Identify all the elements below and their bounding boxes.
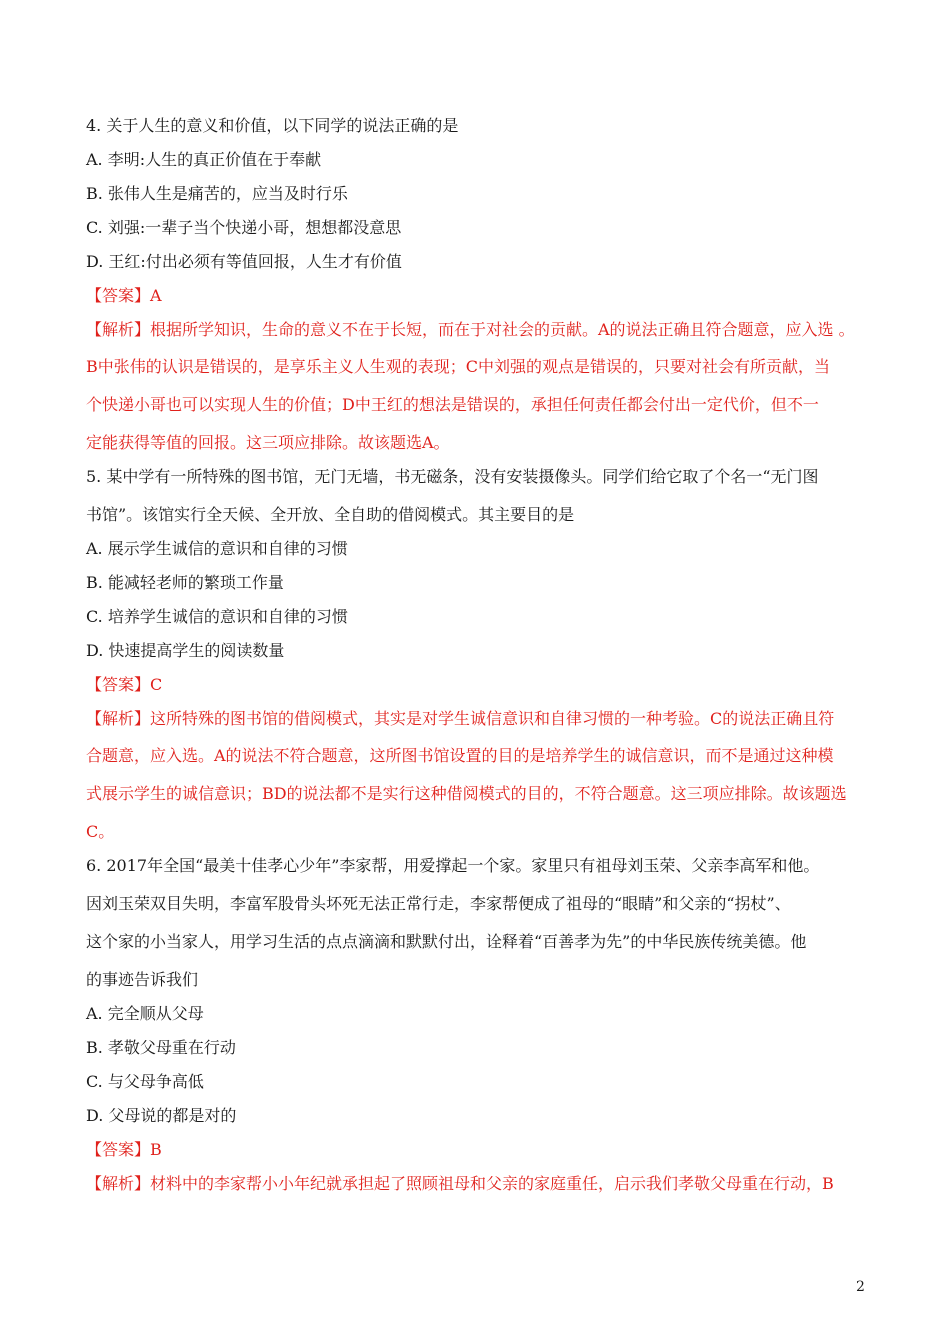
question-4-analysis-line: 个快递小哥也可以实现人生的价值；D中王红的想法是错误的，承担任何责任都会付出一定代价，但不一	[86, 395, 819, 414]
question-6-stem-line: 这个家的小当家人，用学习生活的点点滴滴和默默付出，诠释着“百善孝为先”的中华民族传统美德。他	[86, 932, 807, 951]
question-5-analysis-line: C。	[86, 822, 115, 841]
question-4-option-a: A. 李明:人生的真正价值在于奉献	[86, 150, 322, 169]
question-5-analysis-line: 式展示学生的诚信意识；BD的说法都不是实行这种借阅模式的目的，不符合题意。这三项应排除。故该题选	[86, 784, 847, 803]
question-6-stem-line: 的事迹告诉我们	[86, 970, 199, 989]
question-4-analysis-line: B中张伟的认识是错误的，是享乐主义人生观的表现；C中刘强的观点是错误的，只要对社会有所贡献，当	[86, 357, 831, 376]
page-number: 2	[856, 1279, 865, 1295]
question-6-option-d: D. 父母说的都是对的	[86, 1106, 237, 1125]
question-4-option-d: D. 王红:付出必须有等值回报，人生才有价值	[86, 252, 402, 271]
question-5-option-b: B. 能减轻老师的繁琐工作量	[86, 573, 284, 592]
question-6-option-c: C. 与父母争高低	[86, 1072, 204, 1091]
question-4-analysis-line: 【解析】根据所学知识，生命的意义不在于长短，而在于对社会的贡献。A的说法正确且符合题意，应入选 。	[86, 320, 855, 339]
question-5-analysis-line: 【解析】这所特殊的图书馆的借阅模式，其实是对学生诚信意识和自律习惯的一种考验。C的说法正确且符	[86, 709, 835, 728]
question-6-analysis-line: 【解析】材料中的李家帮小小年纪就承担起了照顾祖母和父亲的家庭重任，启示我们孝敬父母重在行动，B	[86, 1174, 834, 1193]
question-4-answer: 【答案】A	[86, 286, 162, 305]
question-5-stem-line: 书馆”。该馆实行全天候、全开放、全自助的借阅模式。其主要目的是	[86, 505, 575, 524]
question-5-option-d: D. 快速提高学生的阅读数量	[86, 641, 285, 660]
question-6-stem-line: 6. 2017年全国“最美十佳孝心少年”李家帮，用爱撑起一个家。家里只有祖母刘玉荣、父亲李高军和他。	[86, 856, 820, 875]
question-6-option-b: B. 孝敬父母重在行动	[86, 1038, 236, 1057]
question-6-answer: 【答案】B	[86, 1140, 162, 1159]
question-5-stem-line: 5. 某中学有一所特殊的图书馆，无门无墙，书无磁条，没有安装摄像头。同学们给它取了个名一“无门图	[86, 467, 819, 486]
question-5-option-a: A. 展示学生诚信的意识和自律的习惯	[86, 539, 348, 558]
question-6-option-a: A. 完全顺从父母	[86, 1004, 204, 1023]
question-5-answer: 【答案】C	[86, 675, 163, 694]
question-5-analysis-line: 合题意，应入选。A的说法不符合题意，这所图书馆设置的目的是培养学生的诚信意识，而不是通过这种模	[86, 746, 834, 765]
question-4-analysis-line: 定能获得等值的回报。这三项应排除。故该题选A。	[86, 433, 450, 452]
question-6-stem-line: 因刘玉荣双目失明，李富军股骨头坏死无法正常行走，李家帮便成了祖母的“眼睛”和父亲的“拐杖”、	[86, 894, 791, 913]
question-4-stem: 4. 关于人生的意义和价值，以下同学的说法正确的是	[86, 116, 459, 135]
question-4-option-c: C. 刘强:一辈子当个快递小哥，想想都没意思	[86, 218, 402, 237]
question-5-option-c: C. 培养学生诚信的意识和自律的习惯	[86, 607, 348, 626]
question-4-option-b: B. 张伟人生是痛苦的，应当及时行乐	[86, 184, 348, 203]
